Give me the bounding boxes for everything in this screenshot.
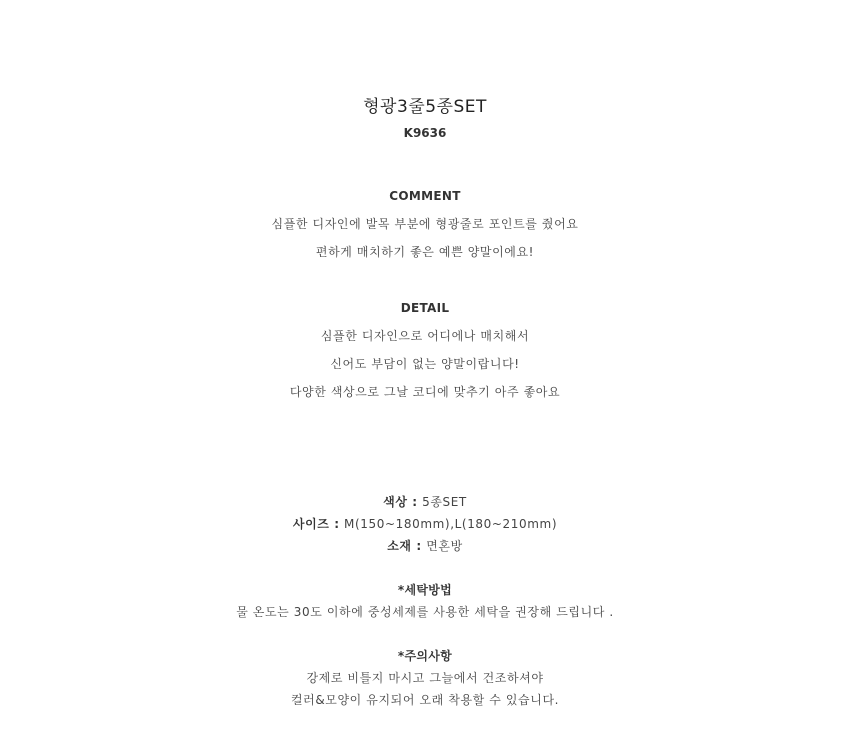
spec-material-value: 면혼방 [421,539,463,553]
spec-color-value: 5종SET [417,495,467,509]
washing-line-1: 물 온도는 30도 이하에 중성세제를 사용한 세탁을 권장해 드립니다 . [236,605,614,619]
detail-line-2: 신어도 부담이 없는 양말이랍니다! [330,357,520,371]
spec-material-label: 소재 : [387,539,422,553]
product-code: K9636 [403,126,447,140]
spec-color-label: 색상 : [383,495,418,509]
detail-line-1: 심플한 디자인으로 어디에나 매치해서 [320,329,530,343]
comment-line-1: 심플한 디자인에 발목 부분에 형광줄로 포인트를 줬어요 [271,217,579,231]
comment-line-2: 편하게 매치하기 좋은 예쁜 양말이에요! [315,245,535,259]
caution-line-2: 컬러&모양이 유지되어 오래 착용할 수 있습니다. [290,693,560,707]
spec-color [0,496,850,508]
spec-material [0,540,850,552]
spec-size [0,518,850,530]
spec-size-value: M(150~180mm),L(180~210mm) [339,517,558,531]
product-title: 형광3줄5종SET [363,97,487,117]
caution-heading: *주의사항 [397,649,453,663]
comment-heading: COMMENT [389,189,461,203]
detail-line-3: 다양한 색상으로 그날 코디에 맞추기 아주 좋아요 [289,385,561,399]
spec-size-label: 사이즈 : [292,517,340,531]
washing-heading: *세탁방법 [397,583,453,597]
caution-line-1: 강제로 비틀지 마시고 그늘에서 건조하셔야 [306,671,544,685]
detail-heading: DETAIL [400,301,450,315]
